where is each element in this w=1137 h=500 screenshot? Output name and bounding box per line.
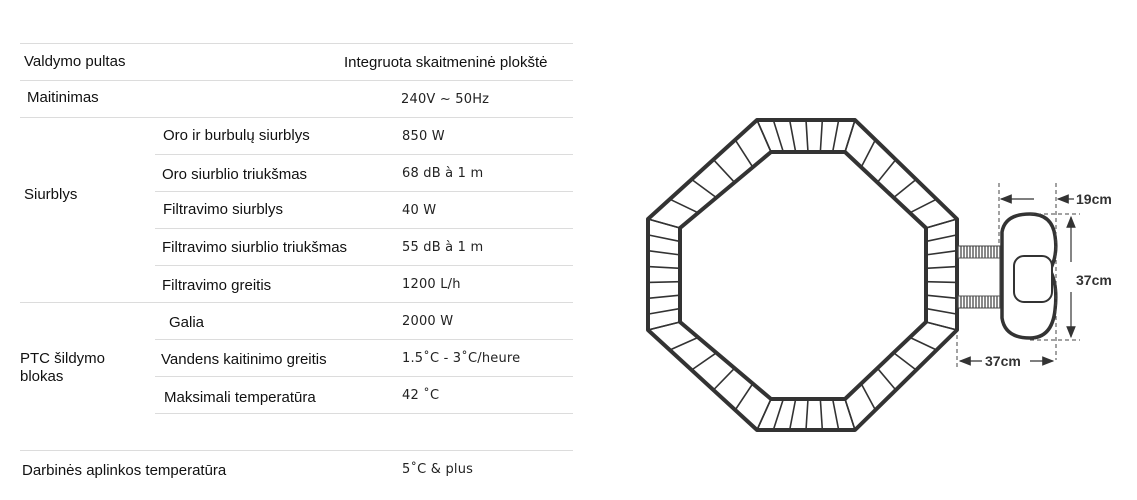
table-divider xyxy=(155,154,573,155)
table-divider xyxy=(155,339,573,340)
pump-row-value: 40 W xyxy=(402,203,437,218)
heater-row-label: Vandens kaitinimo greitis xyxy=(161,351,327,368)
table-divider xyxy=(20,302,573,303)
heater-row-value: 2000 W xyxy=(402,314,454,329)
table-divider xyxy=(155,265,573,266)
spa-dimension-diagram xyxy=(600,0,1137,500)
control-unit-panel xyxy=(1014,256,1052,302)
pump-row-label: Filtravimo siurblys xyxy=(163,201,284,218)
height-dimension-label: 37cm xyxy=(1076,272,1112,288)
connector-hose-top xyxy=(958,246,1000,258)
pump-group-label: Siurblys xyxy=(24,186,78,203)
tub-segment-divider xyxy=(648,282,680,283)
table-divider xyxy=(20,80,573,81)
heater-row-label: Maksimali temperatūra xyxy=(164,389,316,406)
ambient-temperature-value: 5˚C & plus xyxy=(402,462,474,477)
table-divider xyxy=(20,117,573,118)
pump-row-label: Filtravimo greitis xyxy=(162,277,272,294)
control-panel-label: Valdymo pultas xyxy=(24,53,126,70)
table-divider xyxy=(155,191,573,192)
width-dimension-label: 37cm xyxy=(985,353,1021,369)
pump-row-value: 850 W xyxy=(402,129,445,144)
pump-row-value: 68 dB à 1 m xyxy=(402,166,484,181)
control-panel-value: Integruota skaitmeninė plokštė xyxy=(344,54,548,71)
pump-row-label: Oro siurblio triukšmas xyxy=(162,166,308,183)
pump-row-label: Filtravimo siurblio triukšmas xyxy=(162,239,348,256)
tub-segment-divider xyxy=(926,282,957,283)
heater-row-value: 1.5˚C - 3˚C/heure xyxy=(402,351,521,366)
pump-row-value: 55 dB à 1 m xyxy=(402,240,484,255)
ambient-temperature-label: Darbinės aplinkos temperatūra xyxy=(22,462,227,479)
table-divider xyxy=(155,228,573,229)
table-divider xyxy=(20,43,573,44)
power-label: Maitinimas xyxy=(27,89,99,106)
heater-row-value: 42 ˚C xyxy=(402,388,440,403)
pump-row-label: Oro ir burbulų siurblys xyxy=(163,127,310,144)
table-divider xyxy=(20,450,573,451)
power-value: 240V ~ 50Hz xyxy=(401,92,490,107)
table-divider xyxy=(155,376,573,377)
depth-dimension-label: 19cm xyxy=(1076,191,1112,207)
connector-hose-bottom xyxy=(958,296,1000,308)
heater-row-label: Galia xyxy=(169,314,205,331)
pump-row-value: 1200 L/h xyxy=(402,277,461,292)
table-divider xyxy=(155,413,573,414)
heater-group-label: PTC šildymo blokas xyxy=(20,350,106,385)
